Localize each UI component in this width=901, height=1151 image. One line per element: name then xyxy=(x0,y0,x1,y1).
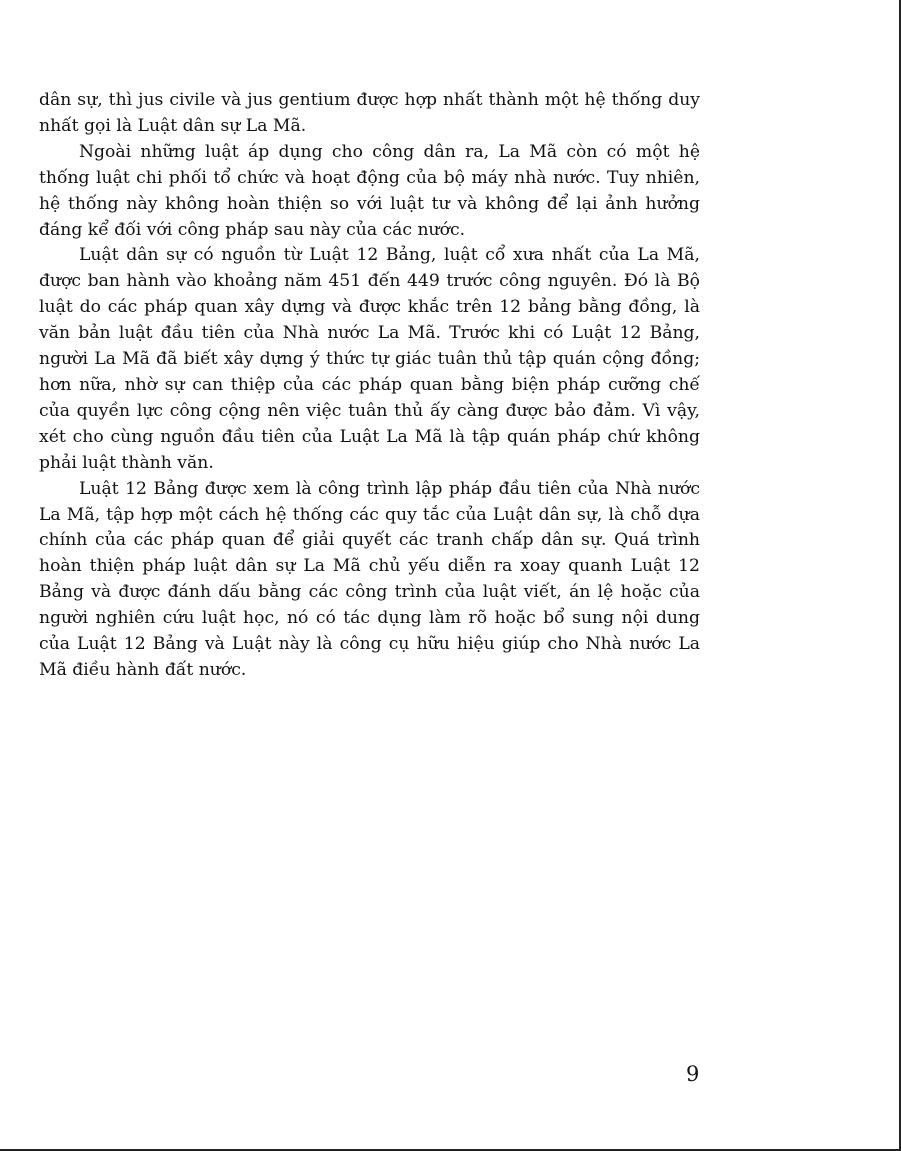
body-text xyxy=(39,88,700,684)
paragraph-1: dân sự, thì jus civile và jus gentium được hợp nhất thành một hệ thống duy nhất gọi là Luật dân sự La Mã. xyxy=(39,90,700,136)
page-number: 9 xyxy=(686,1062,700,1086)
paragraph-3: Luật dân sự có nguồn từ Luật 12 Bảng, luật cổ xưa nhất của La Mã, được ban hành vào khoảng năm 451 đến 449 trước công nguyên. Đó là Bộ luật do các pháp quan xây dựng và được khắc trên 12 bảng bằng đồng, là văn bản luật đầu tiên của Nhà nước La Mã. Trước khi có Luật 12 Bảng, người La Mã đã biết xây dựng ý thức tự giác tuân thủ tập quán cộng đồng; hơn nữa, nhờ sự can thiệp của các pháp quan bằng biện pháp cưỡng chế của quyền lực công cộng nên việc tuân thủ ấy càng được bảo đảm. Vì vậy, xét cho cùng nguồn đầu tiên của Luật La Mã là tập quán pháp chứ không phải luật thành văn. xyxy=(39,245,700,473)
paragraph-4: Luật 12 Bảng được xem là công trình lập pháp đầu tiên của Nhà nước La Mã, tập hợp một cách hệ thống các quy tắc của Luật dân sự, là chỗ dựa chính của các pháp quan để giải quyết các tranh chấp dân sự. Quá trình hoàn thiện pháp luật dân sự La Mã chủ yếu diễn ra xoay quanh Luật 12 Bảng và được đánh dấu bằng các công trình của luật viết, án lệ hoặc của người nghiên cứu luật học, nó có tác dụng làm rõ hoặc bổ sung nội dung của Luật 12 Bảng và Luật này là công cụ hữu hiệu giúp cho Nhà nước La Mã điều hành đất nước. xyxy=(39,478,700,680)
paragraph-2: Ngoài những luật áp dụng cho công dân ra, La Mã còn có một hệ thống luật chi phối tổ chức và hoạt động của bộ máy nhà nước. Tuy nhiên, hệ thống này không hoàn thiện so với luật tư và không để lại ảnh hưởng đáng kể đối với công pháp sau này của các nước. xyxy=(39,141,700,240)
